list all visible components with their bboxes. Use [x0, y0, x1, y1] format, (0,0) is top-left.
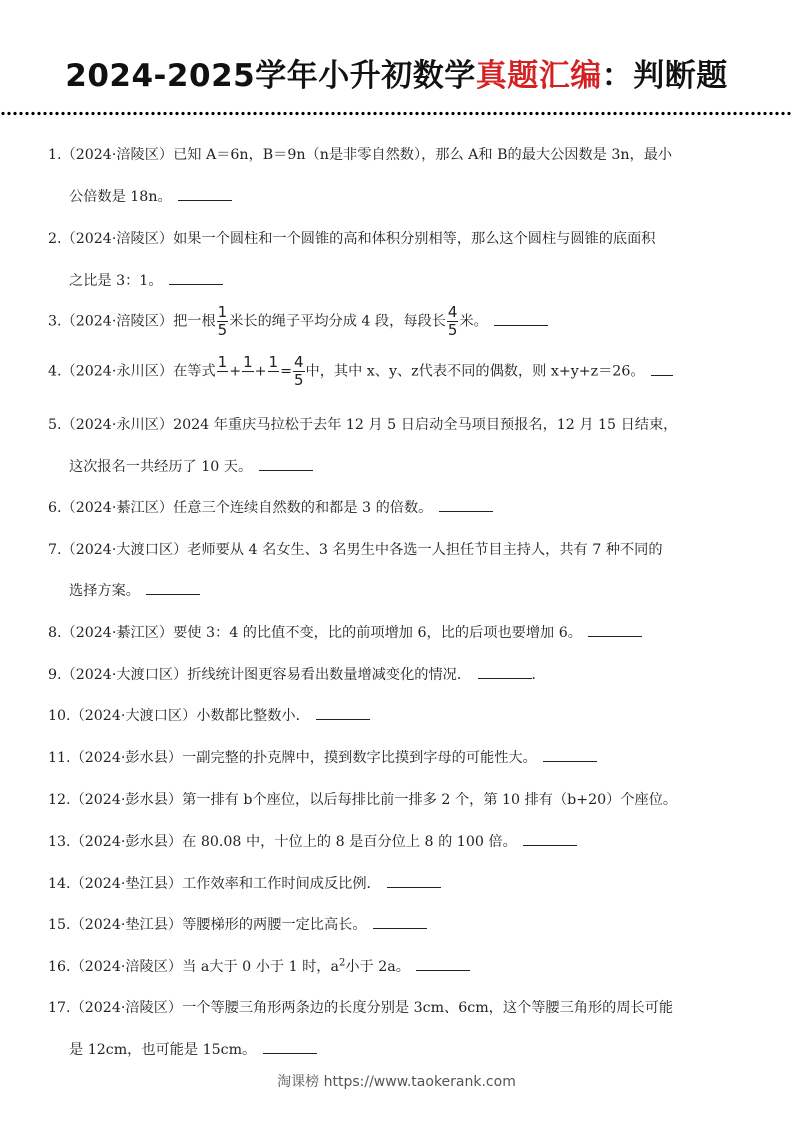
question-5-line2: 这次报名一共经历了 10 天。 — [69, 456, 313, 476]
question-5: 5.（2024·永川区）2024 年重庆马拉松于去年 12 月 5 日启动全马项目预报名，12 月 15 日结束， — [48, 417, 678, 433]
question-1-line2: 公倍数是 18n。 — [69, 186, 232, 206]
question-7: 7.（2024·大渡口区）老师要从 4 名女生、3 名男生中各选一人担任节目主持人，共有 7 种不同的 — [48, 542, 663, 558]
answer-blank[interactable] — [259, 456, 313, 471]
footer-watermark[interactable]: 淘课榜 https://www.taokerank.com — [277, 1074, 516, 1090]
question-2-line2: 之比是 3：1。 — [69, 270, 223, 290]
question-17: 17.（2024·涪陵区）一个等腰三角形两条边的长度分别是 3cm、6cm，这个等腰三角形的周长可能 — [48, 1000, 674, 1016]
answer-blank[interactable] — [169, 270, 223, 285]
answer-blank[interactable] — [373, 914, 427, 929]
title-part3: ：判断题 — [601, 58, 728, 94]
fraction: 1 — [268, 353, 279, 371]
dotted-divider — [0, 111, 793, 116]
page-title — [0, 50, 793, 95]
question-1: 1.（2024·涪陵区）已知 A＝6n，B＝9n（n是非零自然数），那么 A和 B的最大公因数是 3n，最小 — [48, 147, 673, 163]
question-8: 8.（2024·綦江区）要使 3：4 的比值不变，比的前项增加 6，比的后项也要增加 6。 — [48, 622, 748, 642]
fraction: 1 — [243, 353, 253, 371]
question-15: 15.（2024·垫江县）等腰梯形的两腰一定比高长。 — [48, 914, 748, 934]
fraction: 1 — [217, 353, 228, 371]
question-4: 4.（2024·永川区）在等式 1 + 1 + 1 = $\frac{4}{5}$ 中，其中 x、y、z代表不同的偶数，则 x+y+z＝26。 — [48, 354, 748, 389]
answer-blank[interactable] — [439, 497, 493, 512]
question-7-line2: 选择方案。 — [69, 580, 200, 600]
answer-blank[interactable] — [146, 580, 200, 595]
answer-blank[interactable] — [263, 1039, 317, 1054]
question-12: 12.（2024·彭水县）第一排有 b个座位，以后每排比前一排多 2 个，第 10 排有（b+20）个座位。 — [48, 792, 678, 808]
question-17-line2: 是 12cm，也可能是 15cm。 — [69, 1039, 317, 1059]
answer-blank[interactable] — [387, 873, 441, 888]
answer-blank[interactable] — [588, 622, 642, 637]
question-6: 6.（2024·綦江区）任意三个连续自然数的和都是 3 的倍数。 — [48, 497, 748, 517]
title-part1: 2024-2025学年小升初数学 — [65, 58, 476, 94]
question-11: 11.（2024·彭水县）一副完整的扑克牌中，摸到数字比摸到字母的可能性大。 — [48, 747, 748, 767]
question-9: 9.（2024·大渡口区）折线统计图更容易看出数量增减变化的情况． ． — [48, 664, 748, 684]
fraction: $\frac{4}{5}$ — [447, 303, 458, 339]
question-13: 13.（2024·彭水县）在 80.08 中，十位上的 8 是百分位上 8 的 100 倍。 — [48, 831, 748, 851]
answer-blank[interactable] — [416, 956, 470, 971]
question-14: 14.（2024·垫江县）工作效率和工作时间成反比例． — [48, 873, 748, 893]
answer-blank[interactable] — [523, 831, 577, 846]
answer-blank[interactable] — [316, 705, 370, 720]
question-2: 2.（2024·涪陵区）如果一个圆柱和一个圆锥的高和体积分别相等，那么这个圆柱与圆锥的底面积 — [48, 231, 656, 247]
question-10: 10.（2024·大渡口区）小数都比整数小． — [48, 705, 748, 725]
answer-blank[interactable] — [178, 186, 232, 201]
answer-blank[interactable] — [651, 361, 673, 376]
title-part2-highlight: 真题汇编 — [475, 58, 602, 94]
question-3: 3.（2024·涪陵区）把一根 $\frac{1}{5}$ 米长的绳子平均分成 4 段，每段长 $\frac{4}{5}$ 米。 — [48, 304, 748, 339]
answer-blank[interactable] — [543, 747, 597, 762]
question-16: 16.（2024·涪陵区）当 a大于 0 小于 1 时，$a^2$小于 2a。 — [48, 956, 748, 976]
fraction: $\frac{1}{5}$ — [217, 303, 228, 339]
fraction: $\frac{4}{5}$ — [293, 353, 304, 389]
answer-blank[interactable] — [494, 311, 548, 326]
answer-blank[interactable] — [478, 664, 532, 679]
